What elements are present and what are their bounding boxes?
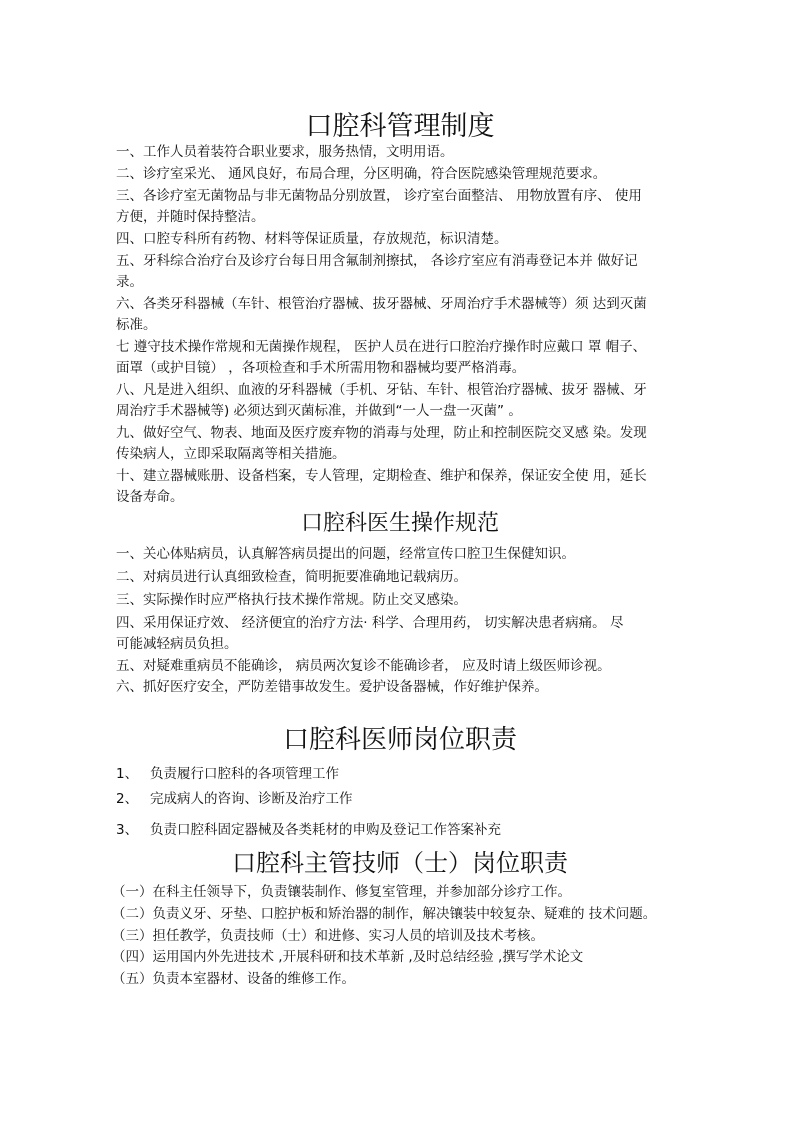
duty-number: 1、 <box>116 766 139 782</box>
technician-duty-line: （二）负责义牙、牙垫、口腔护板和矫治器的制作，解决镶装中较复杂、疑难的 技术问题。 <box>112 906 657 922</box>
rule-line: 一、工作人员着装符合职业要求，服务热情，文明用语。 <box>116 144 454 160</box>
rule-line: 标准。 <box>116 317 157 333</box>
norm-line: 五、对疑难重病员不能确诊， 病员两次复诊不能确诊者， 应及时请上级医师诊视。 <box>116 658 611 674</box>
norm-line: 一、关心体贴病员，认真解答病员提出的问题，经常宣传口腔卫生保健知识。 <box>116 546 575 562</box>
rule-line: 十、建立器械账册、设备档案，专人管理，定期检查、维护和保养，保证安全使 用，延长 <box>116 468 647 484</box>
duty-number: 2、 <box>116 791 139 807</box>
technician-duty-line: （三）担任教学，负责技师（士）和进修、实习人员的培训及技术考核。 <box>112 928 544 944</box>
norm-line: 六、抓好医疗安全，严防差错事故发生。爱护设备器械，作好维护保养。 <box>116 679 548 695</box>
rule-line: 周治疗手术器械等) 必须达到灭菌标准，并做到“一人一盘一灭菌” 。 <box>116 403 522 419</box>
technician-duty-line: （一）在科主任领导下，负责镶装制作、修复室管理，并参加部分诊疗工作。 <box>112 884 571 900</box>
norm-line: 可能减轻病员负担。 <box>116 636 238 652</box>
rule-line: 七 遵守技术操作常规和无菌操作规程， 医护人员在进行口腔治疗操作时应戴口 罩 帽子、 <box>116 339 647 355</box>
duty-text: 负责口腔科固定器械及各类耗材的申购及登记工作答案补充 <box>150 822 501 838</box>
section-title-management-rules: 口腔科管理制度 <box>305 111 495 142</box>
rule-line: 八、凡是进入组织、血液的牙科器械（手机、牙钻、车针、根管治疗器械、拔牙 器械、牙 <box>116 382 647 398</box>
section-title-physician-duties: 口腔科医师岗位职责 <box>282 725 517 755</box>
duty-text: 负责履行口腔科的各项管理工作 <box>150 766 339 782</box>
rule-line: 方便，并随时保持整洁。 <box>116 209 265 225</box>
technician-duty-line: （五）负责本室器材、设备的维修工作。 <box>112 971 355 987</box>
rule-line: 设备寿命。 <box>116 489 184 505</box>
rule-line: 九、做好空气、物表、地面及医疗废弃物的消毒与处理，防止和控制医院交叉感 染。发现 <box>116 425 647 441</box>
rule-line: 二、诊疗室采光、 通风良好，布局合理，分区明确，符合医院感染管理规范要求。 <box>116 166 607 182</box>
section-title-doctor-operation-norms: 口腔科医生操作规范 <box>300 511 499 536</box>
rule-line: 传染病人，立即采取隔离等相关措施。 <box>116 446 346 462</box>
norm-line: 二、对病员进行认真细致检查，简明扼要准确地记载病历。 <box>116 569 467 585</box>
rule-line: 六、各类牙科器械（车针、根管治疗器械、拔牙器械、牙周治疗手术器械等）须 达到灭菌 <box>116 296 647 312</box>
rule-line: 四、口腔专科所有药物、材料等保证质量，存放规范，标识清楚。 <box>116 231 508 247</box>
rule-line: 五、牙科综合治疗台及诊疗台每日用含氟制剂擦拭， 各诊疗室应有消毒登记本并 做好记 <box>116 253 638 269</box>
rule-line: 三、各诊疗室无菌物品与非无菌物品分别放置， 诊疗室台面整洁、 用物放置有序、 使用 <box>116 188 642 204</box>
technician-duty-line: （四）运用国内外先进技术 ,开展科研和技术革新 ,及时总结经验 ,撰写学术论文 <box>112 949 584 965</box>
section-title-chief-technician-duties: 口腔科主管技师（士）岗位职责 <box>232 849 568 877</box>
norm-line: 三、实际操作时应严格执行技术操作常规。防止交叉感染。 <box>116 592 467 608</box>
duty-number: 3、 <box>116 822 139 838</box>
rule-line: 录。 <box>116 274 143 290</box>
norm-line: 四、采用保证疗效、 经济便宜的治疗方法· 科学、合理用药， 切实解决患者病痛。 尽 <box>116 615 624 631</box>
duty-text: 完成病人的咨询、诊断及治疗工作 <box>150 791 353 807</box>
rule-line: 面罩（或护目镜） ，各项检查和手术所需用物和器械均要严格消毒。 <box>116 360 526 376</box>
